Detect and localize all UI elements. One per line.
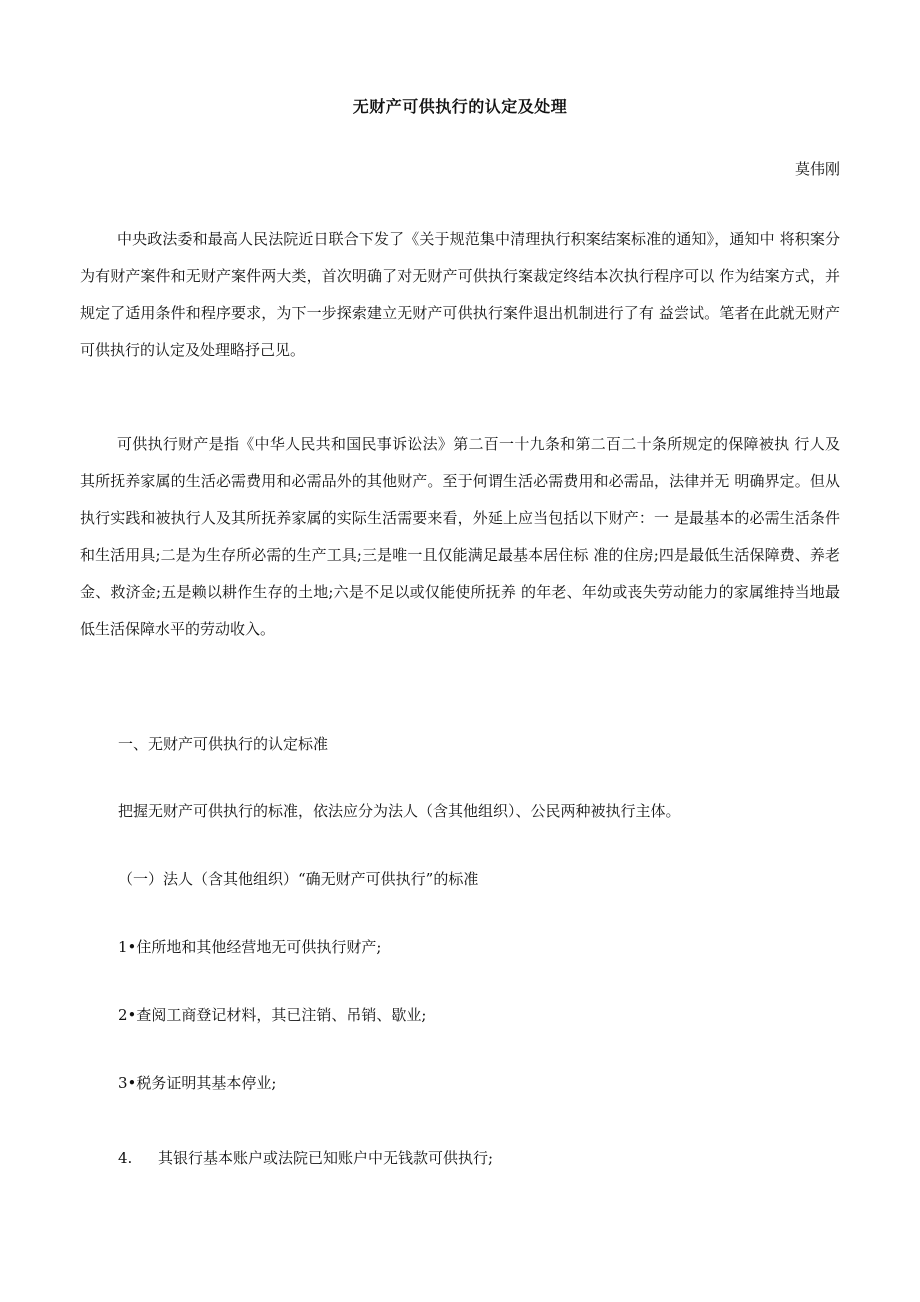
list-item: 2•查阅工商登记材料，其已注销、吊销、歇业; (118, 1006, 427, 1024)
list-item: 3•税务证明其基本停业; (118, 1074, 277, 1092)
author-name: 莫伟刚 (794, 160, 840, 178)
section-intro: 把握无财产可供执行的标准，依法应分为法人（含其他组织）、公民两种被执行主体。 (118, 802, 681, 820)
paragraph-definition: 可供执行财产是指《中华人民共和国民事诉讼法》第二百一十九条和第二百二十条所规定的保障被执 行人及其所抚养家属的生活必需费用和必需品外的其他财产。至于何谓生活必需费用和必需品，法律并无 明确界定。但从执行实践和被执行人及其所抚养家属的实际生活需要来看，外延上应当包括以下财产：一 是最基本的必需生活条件和生活用具;二是为生存所必需的生产工具;三是唯一且仅能满足最基本居住标 准的住房;四是最低生活保障费、养老金、救济金;五是赖以耕作生存的土地;六是不足以或仅能使所抚养 的年老、年幼或丧失劳动能力的家属维持当地最低生活保障水平的劳动收入。 (80, 435, 840, 638)
list-item-number: 4. (118, 1149, 133, 1167)
list-item: 1•住所地和其他经营地无可供执行财产; (118, 938, 382, 956)
document-title: 无财产可供执行的认定及处理 (352, 97, 568, 116)
section-heading: 一、无财产可供执行的认定标准 (118, 735, 329, 753)
list-item (118, 1148, 493, 1168)
paragraph-intro: 中央政法委和最高人民法院近日联合下发了《关于规范集中清理执行积案结案标准的通知》，通知中 将积案分为有财产案件和无财产案件两大类，首次明确了对无财产可供执行案裁定终结本次执行程序可以 作为结案方式，并规定了适用条件和程序要求，为下一步探索建立无财产可供执行案件退出机制进行了有 益尝试。笔者在此就无财产可供执行的认定及处理略抒己见。 (80, 230, 840, 359)
list-item-text: 其银行基本账户或法院已知账户中无钱款可供执行; (158, 1149, 494, 1167)
subsection-heading: （一）法人（含其他组织）“确无财产可供执行”的标准 (118, 870, 479, 888)
